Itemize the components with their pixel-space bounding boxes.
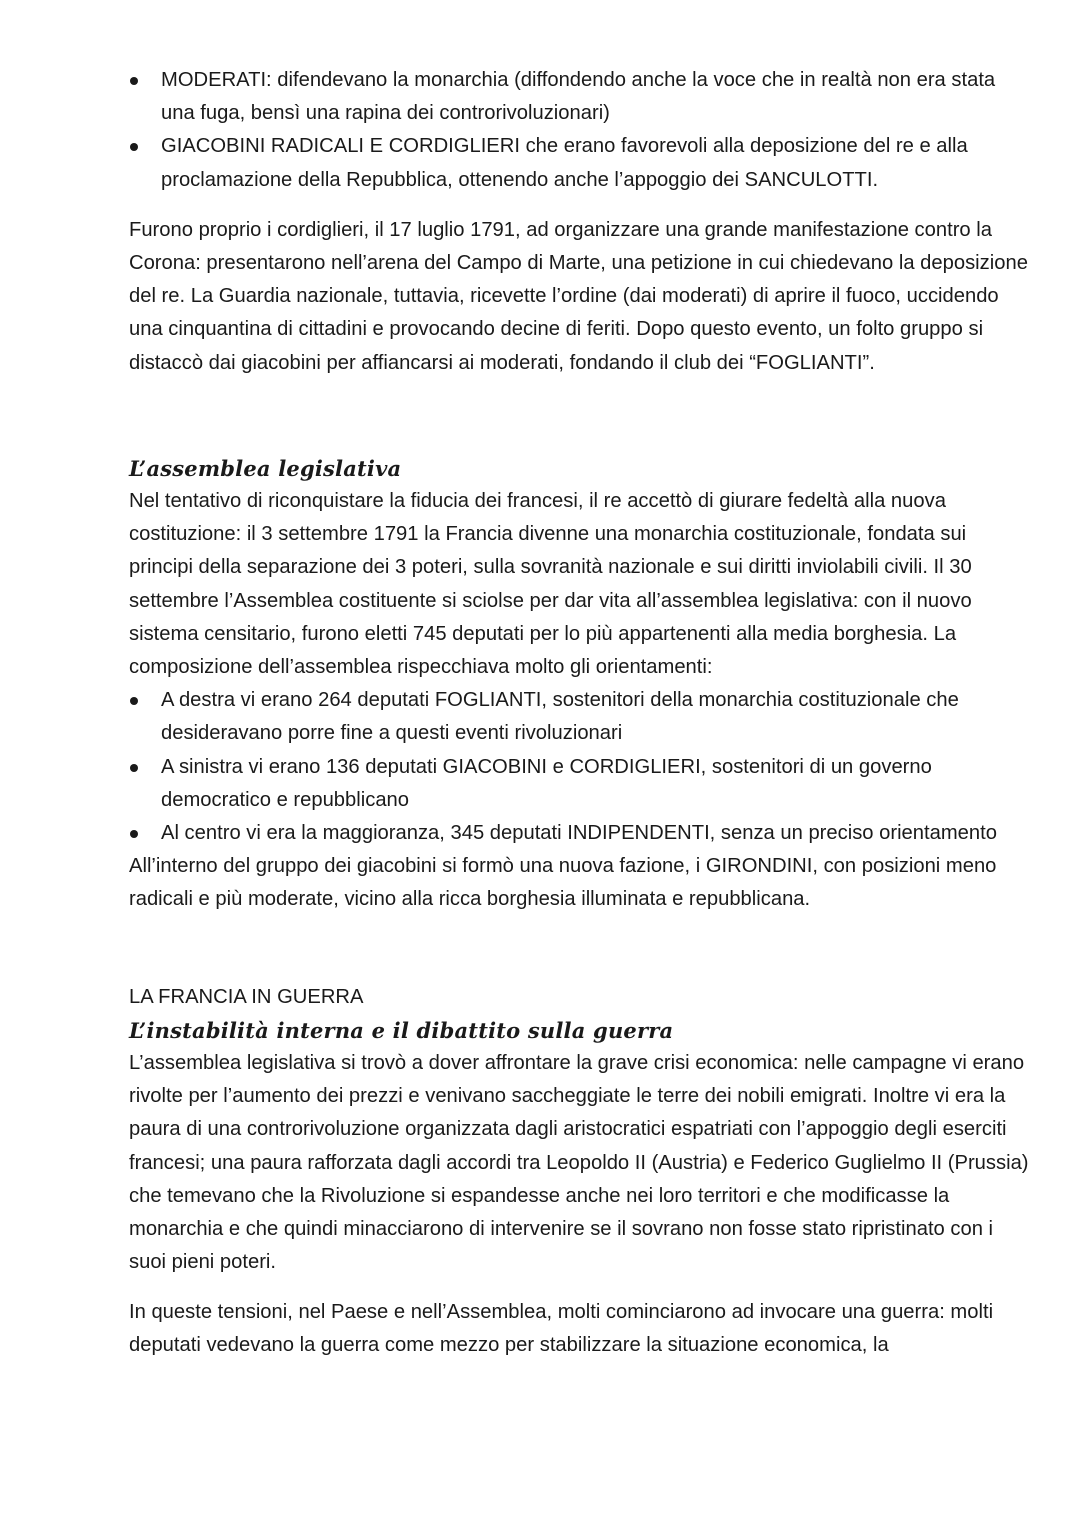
section-title-guerra: LA FRANCIA IN GUERRA [129,985,364,1008]
list-item [129,130,1029,196]
section-heading-legislativa: L’assemblea legislativa [129,455,402,481]
paragraph-girondini: All’interno del gruppo dei giacobini si formò una nuova fazione, i GIRONDINI, con posizioni meno radicali e più moderate, vicino alla ricca borghesia illuminata e repubblicana. [129,855,997,911]
bullet-icon [130,697,138,705]
paragraph-tensioni: In queste tensioni, nel Paese e nell’Assemblea, molti cominciarono ad invocare una guerra: molti deputati vedevano la guerra come mezzo per stabilizzare la situazione economica, la [129,1300,994,1356]
paragraph-crisi: L’assemblea legislativa si trovò a dover affrontare la grave crisi economica: nelle campagne vi erano rivolte per l’aumento dei prezzi e venivano saccheggiate le terre dei nobili emigrati. Inoltre vi era la paura di una controrivoluzione organizzata dagli aristocratici espatriati con l’appoggio degli eserciti francesi; una paura rafforzata dagli accordi tra Leopoldo II (Austria) e Federico Guglielmo II (Prussia) che temevano che la Rivoluzione si espandesse anche nei loro territori e che modificasse la monarchia e che quindi minacciarono di intervenire se il sovrano non fosse stato ripristinato con i suoi pieni poteri. [129,1052,1029,1274]
spacer [129,380,1029,452]
list-item-text: A destra vi erano 264 deputati FOGLIANTI, sostenitori della monarchia costituzionale che desideravano porre fine a questi eventi rivoluzionari [161,689,959,745]
list-item [129,751,1029,817]
section-heading-instabilita: L’instabilità interna e il dibattito sulla guerra [129,1017,674,1043]
spacer [129,197,1029,214]
bullet-icon [130,830,138,838]
paragraph-cordiglieri: Furono proprio i cordiglieri, il 17 luglio 1791, ad organizzare una grande manifestazione contro la Corona: presentarono nell’arena del Campo di Marte, una petizione in cui chiedevano la deposizione del re. La Guardia nazionale, tuttavia, ricevette l’ordine (dai moderati) di aprire il fuoco, uccidendo una cinquantina di cittadini e provocando decine di feriti. Dopo questo evento, un folto gruppo si distaccò dai giacobini per affiancarsi ai moderati, fondando il club dei “FOGLIANTI”. [129,218,1028,374]
document-page [129,64,1029,1362]
list-item [129,64,1029,130]
assembly-composition-list [129,684,1029,850]
spacer [129,917,1029,981]
spacer [129,1280,1029,1296]
bullet-icon [130,77,138,85]
list-item-text: Al centro vi era la maggioranza, 345 deputati INDIPENDENTI, senza un preciso orientamento [161,822,997,845]
list-item [129,684,1029,750]
paragraph-legislativa-intro: Nel tentativo di riconquistare la fiducia dei francesi, il re accettò di giurare fedeltà alla nuova costituzione: il 3 settembre 1791 la Francia divenne una monarchia costituzionale, fondata sui principi della separazione dei 3 poteri, sulla sovranità nazionale e sui diritti inviolabili civili. Il 30 settembre l’Assemblea costituente si sciolse per dar vita all’assemblea legislativa: con il nuovo sistema censitario, furono eletti 745 deputati per lo più appartenenti alla media borghesia. La composizione dell’assemblea rispecchiava molto gli orientamenti: [129,490,972,679]
list-item-text: A sinistra vi erano 136 deputati GIACOBINI e CORDIGLIERI, sostenitori di un governo democratico e repubblicano [161,755,932,811]
list-item-text: GIACOBINI RADICALI E CORDIGLIERI che erano favorevoli alla deposizione del re e alla proclamazione della Repubblica, ottenendo anche l’appoggio dei SANCULOTTI. [161,135,968,191]
list-item [129,817,1029,850]
bullet-icon [130,764,138,772]
list-item-text: MODERATI: difendevano la monarchia (diffondendo anche la voce che in realtà non era stata una fuga, bensì una rapina dei controrivoluzionari) [161,69,996,125]
factions-list [129,64,1029,197]
bullet-icon [130,143,138,151]
